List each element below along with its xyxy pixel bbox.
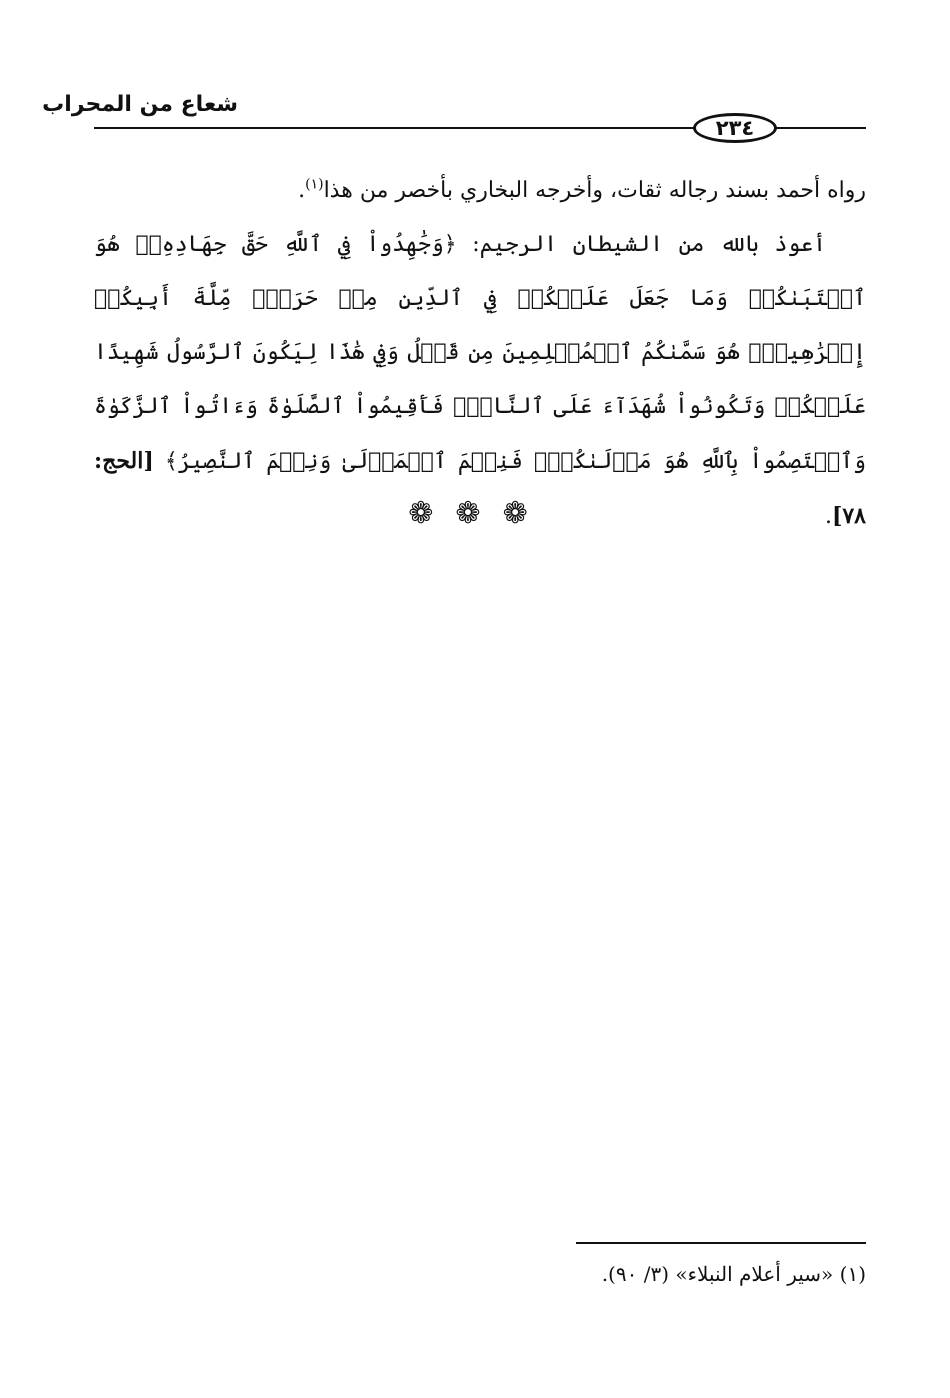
- verse-citation: [الحج: ٧٨]: [94, 448, 866, 529]
- footnote-separator: [576, 1242, 866, 1244]
- flower-ornament-icon: ❁: [502, 496, 542, 531]
- paragraph-1-text: رواه أحمد بسند رجاله ثقات، وأخرجه البخاري بأخصر من هذا: [323, 178, 866, 203]
- footnote-reference: (١): [305, 176, 324, 193]
- paragraph-1-trailing: .: [298, 178, 306, 203]
- paragraph-2-trailing: .: [824, 504, 832, 529]
- footnote-text: «سير أعلام النبلاء» (٣/ ٩٠).: [601, 1262, 834, 1286]
- running-title: شعاع من المحراب: [42, 92, 238, 117]
- paragraph-2-intro: أعوذ بالله من الشيطان الرجيم:: [472, 232, 827, 257]
- section-divider: [0, 498, 950, 530]
- footnote-1: [94, 1258, 866, 1290]
- footnote-number: (١): [839, 1262, 866, 1286]
- body-paragraph-1: [94, 164, 866, 218]
- flower-ornament-icon: ❁: [455, 496, 495, 531]
- flower-ornament-icon: ❁: [408, 496, 448, 531]
- page-number: ٢٣٤: [693, 113, 777, 143]
- quran-verse: ﴿وَجَٰهِدُواْ فِي ٱللَّهِ حَقَّ جِهَادِهِۦۚ هُوَ ٱجۡتَبَىٰكُمۡ وَمَا جَعَلَ عَلَيۡكُمۡ فِي ٱلدِّينِ مِنۡ حَرَجٖۚ مِّلَّةَ أَبِيكُمۡ إِبۡرَٰهِيمَۚ هُوَ سَمَّىٰكُمُ ٱلۡمُسۡلِمِينَ مِن قَبۡلُ وَفِي هَٰذَا لِيَكُونَ ٱلرَّسُولُ شَهِيدًا عَلَيۡكُمۡ وَتَكُونُواْ شُهَدَآءَ عَلَى ٱلنَّاسِۚ فَأَقِيمُواْ ٱلصَّلَوٰةَ وَءَاتُواْ ٱلزَّكَوٰةَ وَٱعۡتَصِمُواْ بِٱللَّهِ هُوَ مَوۡلَىٰكُمۡۖ فَنِعۡمَ ٱلۡمَوۡلَىٰ وَنِعۡمَ ٱلنَّصِيرُ﴾: [94, 232, 866, 474]
